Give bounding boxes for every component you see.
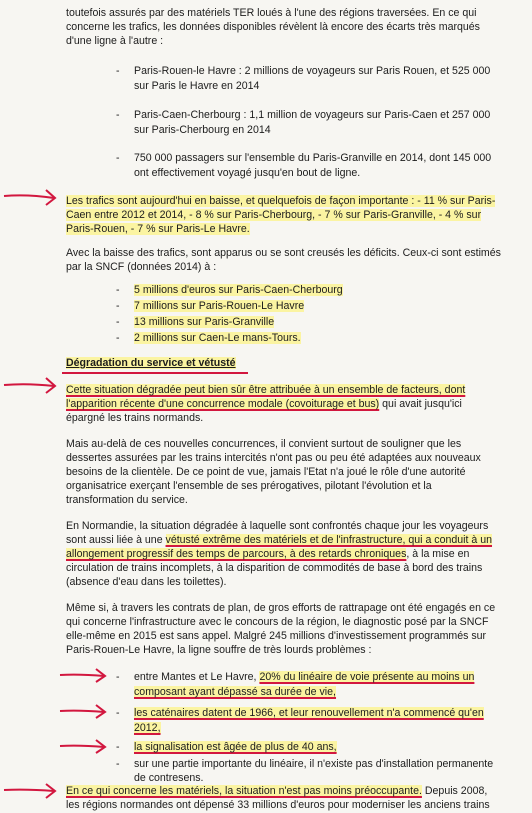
materials-line-2: les régions normandes ont dépensé 33 millions d'euros pour moderniser les anciens trains: [66, 799, 490, 811]
hand-drawn-arrow-icon: [58, 700, 112, 722]
problem-3: la signalisation est âgée de plus de 40 ans,: [134, 741, 337, 753]
intro-line-2: concerne les trafics, les données disponibles révèlent là encore des écarts très marqués: [66, 21, 480, 33]
materials-line-1: En ce qui concerne les matériels, la situation n'est pas moins préoccupante. Depuis 2008,: [66, 785, 488, 797]
deficit-item-3: 13 millions sur Paris-Granville: [134, 316, 275, 328]
problem-1-line-2: composant ayant dépassé sa durée de vie,: [134, 686, 337, 698]
section-heading: Dégradation du service et vétusté: [66, 357, 236, 369]
deficit-item-4: 2 millions sur Caen-Le mans-Tours.: [134, 332, 301, 344]
decline-line-2: Caen entre 2012 et 2014, - 8 % sur Paris-Cherbourg, - 7 % sur Paris-Granville, - 4 % sur: [66, 209, 482, 221]
bullet-dash: -: [116, 284, 120, 296]
problem-4-line-2: de contresens.: [134, 772, 204, 784]
normandy-line-2: sont aussi liée à une vétusté extrême des matériels et de l'infrastructure, qui a conduit à un: [66, 534, 493, 546]
plans-line-4: Paris-Rouen-Le Havre, la ligne souffre de très lourds problèmes :: [66, 644, 372, 656]
traffic-item-1-line-2: sur Paris le Havre en 2014: [134, 80, 260, 92]
beyond-line-2: dessertes assurées par les trains intercités n'ont pas ou peu été adaptées aux nouveaux: [66, 452, 481, 464]
bullet-dash: -: [116, 300, 120, 312]
traffic-item-3-line-1: 750 000 passagers sur l'ensemble du Paris-Granville en 2014, dont 145 000: [134, 152, 492, 164]
bullet-dash: -: [116, 758, 120, 770]
normandy-line-4: circulation de trains incomplets, à la disparition de commodités de base à bord des trains: [66, 562, 483, 574]
decline-line-1: Les trafics sont aujourd'hui en baisse, et quelquefois de façon importante : - 11 % sur Paris-: [66, 195, 496, 207]
hand-drawn-arrow-icon: [2, 374, 60, 396]
problem-2-line-2: 2012,: [134, 722, 161, 734]
normandy-line-3: allongement progressif des temps de parcours, à des retards chroniques, à la mise en: [66, 548, 470, 560]
bullet-dash: -: [116, 65, 120, 77]
beyond-line-3: besoins de la clientèle. De ce point de vue, jamais l'Etat n'a joué le rôle d'une autorité: [66, 466, 466, 478]
degraded-line-3: épargné les trains normands.: [66, 412, 204, 424]
traffic-item-1-line-1: Paris-Rouen-le Havre : 2 millions de voyageurs sur Paris Rouen, et 525 000: [134, 65, 491, 77]
degraded-line-1: Cette situation dégradée peut bien sûr être attribuée à un ensemble de facteurs, dont: [66, 384, 466, 396]
degraded-line-2: l'apparition récente d'une concurrence modale (covoiturage et bus) qui avait jusqu'ici: [66, 398, 462, 410]
bullet-dash: -: [116, 707, 120, 719]
beyond-line-1: Mais au-delà de ces nouvelles concurrences, il convient surtout de souligner que les: [66, 438, 462, 450]
bullet-dash: -: [116, 109, 120, 121]
decline-line-3: Paris-Rouen, - 7 % sur Paris-Le Havre.: [66, 223, 250, 235]
intro-line-1: toutefois assurés par des matériels TER loués à l'une des régions traversées. En ce qui: [66, 7, 477, 19]
plans-line-3: elle-même en 2015 est sans appel. Malgré 245 millions d'investissement programmés sur: [66, 630, 487, 642]
hand-drawn-arrow-icon: [2, 780, 60, 802]
bullet-dash: -: [116, 316, 120, 328]
beyond-line-5: transformation du service.: [66, 494, 188, 506]
normandy-line-5: (absence d'eau dans les toilettes).: [66, 576, 227, 588]
intro-line-3: d'une ligne à l'autre :: [66, 35, 164, 47]
deficit-item-2: 7 millions sur Paris-Rouen-Le Havre: [134, 300, 305, 312]
traffic-item-2-line-2: sur Paris-Cherbourg en 2014: [134, 124, 271, 136]
deficit-item-1: 5 millions d'euros sur Paris-Caen-Cherbourg: [134, 284, 343, 296]
hand-drawn-arrow-icon: [2, 186, 60, 208]
problem-1-line-1: entre Mantes et Le Havre, 20% du linéaire de voie présente au moins un: [134, 671, 475, 683]
normandy-line-1: En Normandie, la situation dégradée à laquelle sont confrontés chaque jour les voyageurs: [66, 520, 489, 532]
problem-4-line-1: sur une partie importante du linéaire, il n'existe pas d'installation permanente: [134, 758, 494, 770]
bullet-dash: -: [116, 152, 120, 164]
bullet-dash: -: [116, 671, 120, 683]
bullet-dash: -: [116, 741, 120, 753]
plans-line-1: Même si, à travers les contrats de plan, de gros efforts de rattrapage ont été engagés en ce: [66, 602, 496, 614]
problem-2-line-1: les caténaires datent de 1966, et leur renouvellement n'a commencé qu'en: [134, 707, 484, 719]
deficits-line-1: Avec la baisse des trafics, sont apparus ou se sont creusés les déficits. Ceux-ci sont estimés: [66, 247, 501, 259]
traffic-item-2-line-1: Paris-Caen-Cherbourg : 1,1 million de voyageurs sur Paris-Caen et 257 000: [134, 109, 491, 121]
bullet-dash: -: [116, 332, 120, 344]
red-underline: [62, 372, 248, 374]
hand-drawn-arrow-icon: [58, 735, 112, 757]
traffic-item-3-line-2: ont effectivement voyagé jusqu'en bout de ligne.: [134, 167, 361, 179]
plans-line-2: qui concerne l'infrastructure avec le concours de la région, le diagnostic posé par la SNCF: [66, 616, 489, 628]
hand-drawn-arrow-icon: [58, 664, 112, 686]
deficits-line-2: par la SNCF (données 2014) à :: [66, 261, 217, 273]
beyond-line-4: organisatrice exerçant l'ensemble de ses prérogatives, pilotant l'évolution et la: [66, 480, 432, 492]
